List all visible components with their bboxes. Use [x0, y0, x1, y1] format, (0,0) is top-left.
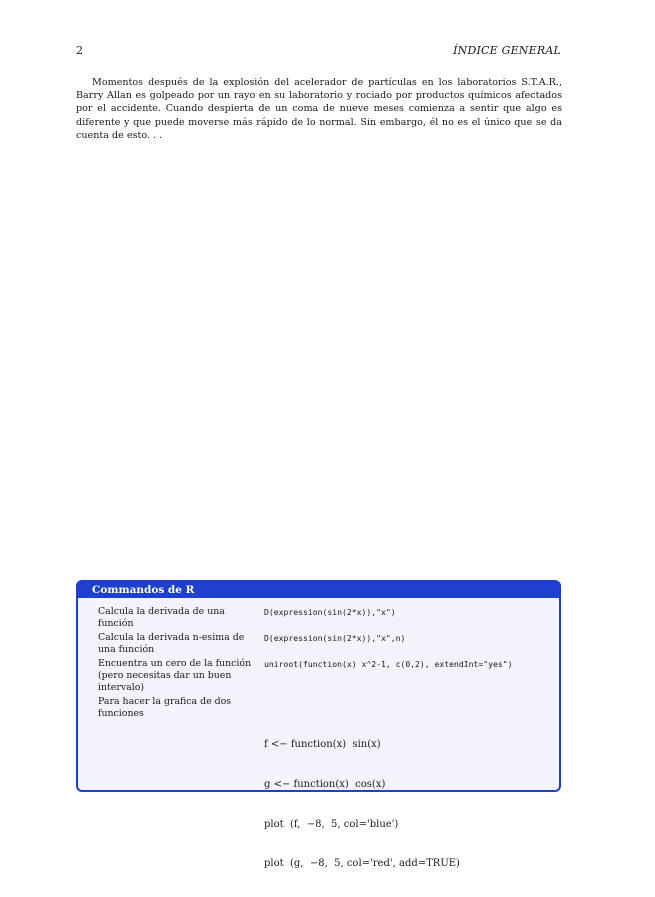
command-description: Encuentra un cero de la función (pero necesitas dar un buen intervalo) [98, 658, 252, 694]
command-code: D(expression(sin(2*x)),"x",n) [264, 633, 406, 643]
command-code: D(expression(sin(2*x)),"x") [264, 607, 396, 617]
r-commands-box [76, 580, 561, 870]
code-line: plot (g, −8, 5, col='red', add=TRUE) [264, 858, 460, 870]
box-title: Commandos de R [78, 582, 559, 598]
code-line: f <− function(x) sin(x) [264, 739, 381, 751]
page-number: 2 [76, 44, 83, 57]
plot-code-block [264, 712, 460, 897]
command-description: Calcula la derivada de una función [98, 606, 225, 630]
command-description: Calcula la derivada n-esima de una función [98, 632, 245, 656]
code-line: plot (f, −8, 5, col='blue') [264, 818, 399, 830]
intro-paragraph: Momentos después de la explosión del acelerador de partículas en los laboratorios S.T.A.R., Barry Allan es golpeado por un rayo en su laboratorio y rociado por productos químicos afectados por el accidente. Cuando despierta de un coma de nueve meses comienza a sentir que algo es diferente y que puede moverse más rápido de lo normal. Sin embargo, él no es el único que se da cuenta de esto. . . [76, 77, 562, 141]
running-header: ÍNDICE GENERAL [453, 44, 561, 57]
code-line: g <− function(x) cos(x) [264, 779, 386, 791]
command-description: Para hacer la grafica de dos funciones [98, 696, 232, 720]
command-code: uniroot(function(x) x^2-1, c(0,2), extendInt="yes") [264, 659, 513, 669]
